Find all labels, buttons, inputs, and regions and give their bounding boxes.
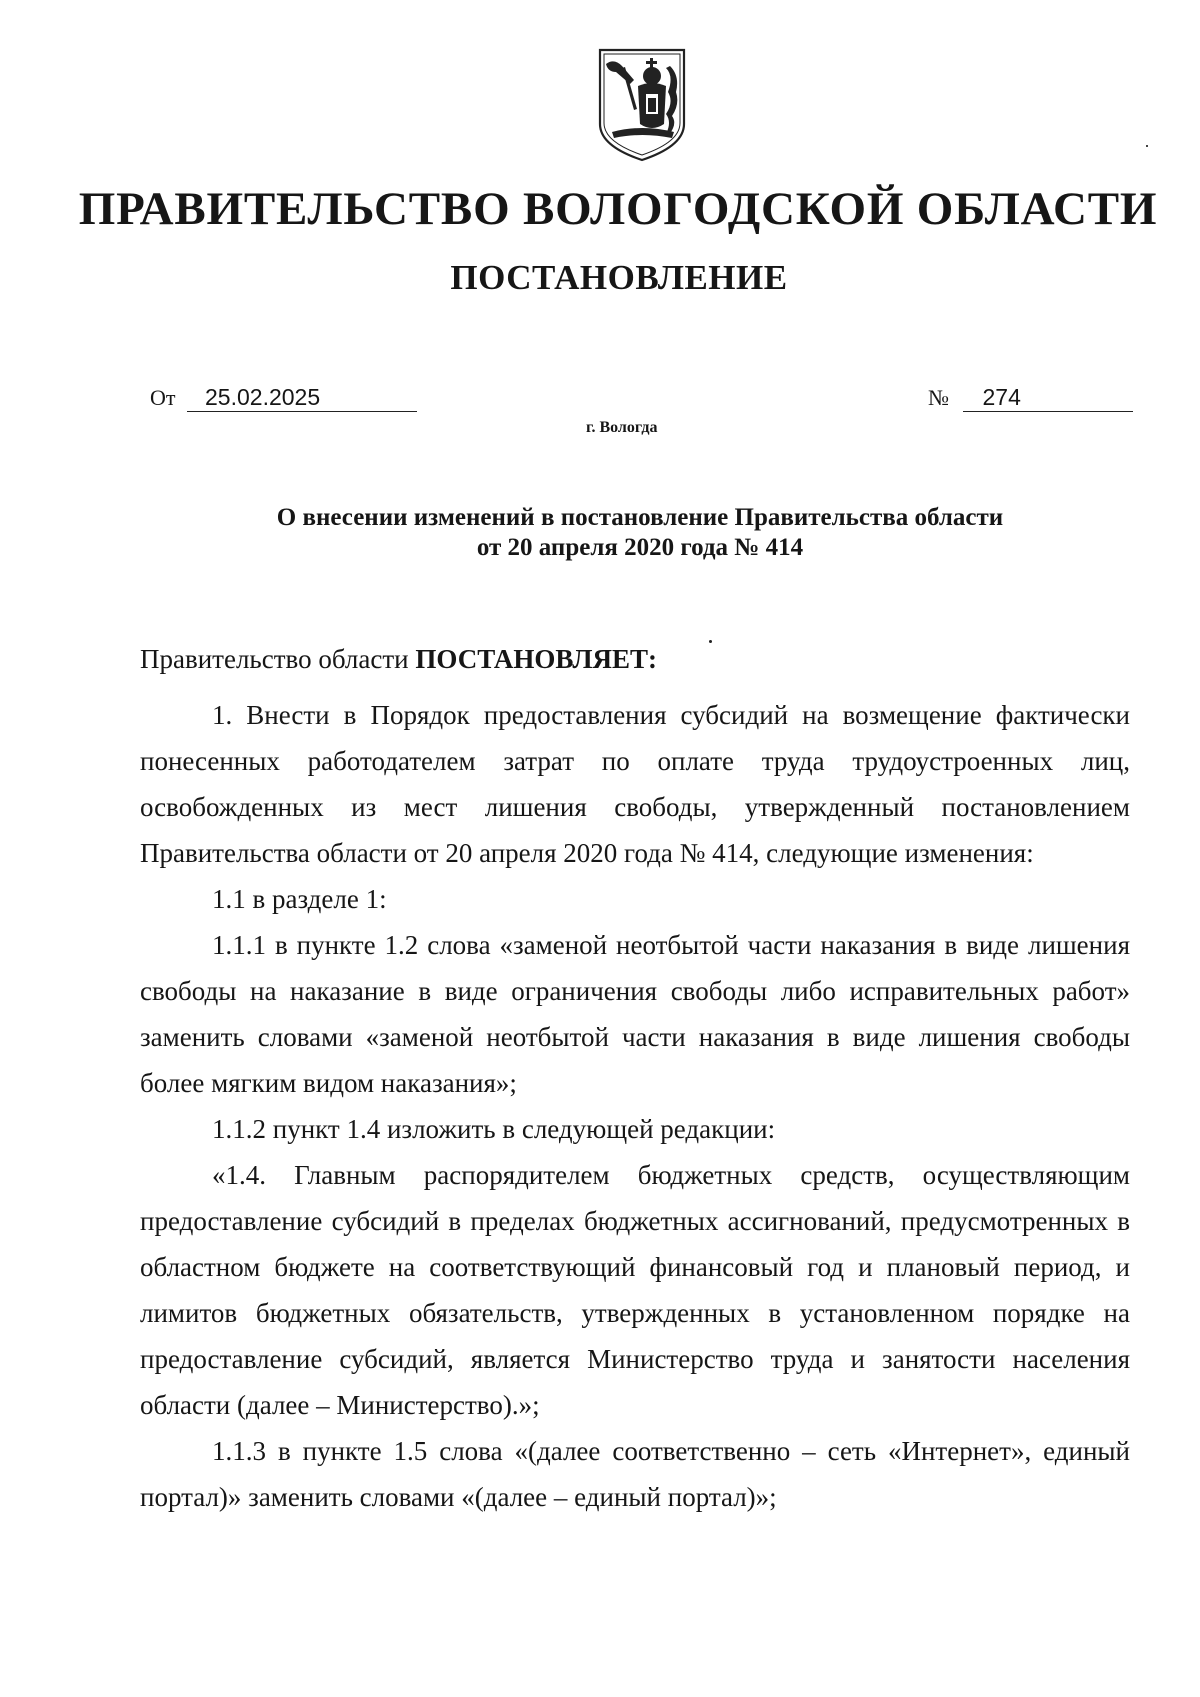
coat-of-arms-emblem [594,46,690,164]
paragraph: 1. Внести в Порядок предоставления субсидий на возмещение фактически понесенных работодателем затрат по оплате труда трудоустроенных лиц, освобожденных из мест лишения свободы, утвержденный постановлением Правительства области от 20 апреля 2020 года № 414, следующие изменения: [140,700,1130,868]
subject-line-2: от 20 апреля 2020 года № 414 [476,534,804,561]
document-body [140,636,1130,1520]
document-type: ПОСТАНОВЛЕНИЕ [450,258,788,297]
number-label: № [928,385,949,410]
city-label: г. Вологда [586,419,658,436]
number-value: 274 [982,384,1021,410]
paragraph: 1.1.2 пункт 1.4 изложить в следующей редакции: [212,1114,776,1144]
number-row [928,384,1133,412]
paragraph: «1.4. Главным распорядителем бюджетных средств, осуществляющим предоставление субсидий в пределах бюджетных ассигнований, предусмотренных в областном бюджете на соответствующий финансовый год и плановый период, и лимитов бюджетных обязательств, утвержденных в установленном порядке на предоставление субсидий, является Министерство труда и занятости населения области (далее – Министерство).»; [140,1160,1130,1420]
preamble-emphasis: ПОСТАНОВЛЯЕТ: [415,644,657,674]
date-value: 25.02.2025 [205,384,321,410]
document-subject [140,503,1140,563]
preamble-text: Правительство области [140,644,416,674]
subject-line-1: О внесении изменений в постановление Правительства области [276,504,1004,531]
preamble [140,636,1130,682]
date-row [150,384,417,412]
paragraph: 1.1 в разделе 1: [212,884,387,914]
paragraph: 1.1.1 в пункте 1.2 слова «заменой неотбытой части наказания в виде лишения свободы на наказание в виде ограничения свободы либо исправительных работ» заменить словами «заменой неотбытой части наказания в виде лишения свободы более мягким видом наказания»; [140,930,1130,1098]
government-title: ПРАВИТЕЛЬСТВО ВОЛОГОДСКОЙ ОБЛАСТИ [78,183,1158,235]
date-field [187,384,417,412]
date-label: От [150,385,176,410]
paragraph: 1.1.3 в пункте 1.5 слова «(далее соответственно – сеть «Интернет», единый портал)» заменить словами «(далее – единый портал)»; [140,1436,1130,1512]
number-field [963,384,1133,412]
scan-speck [1146,145,1148,147]
